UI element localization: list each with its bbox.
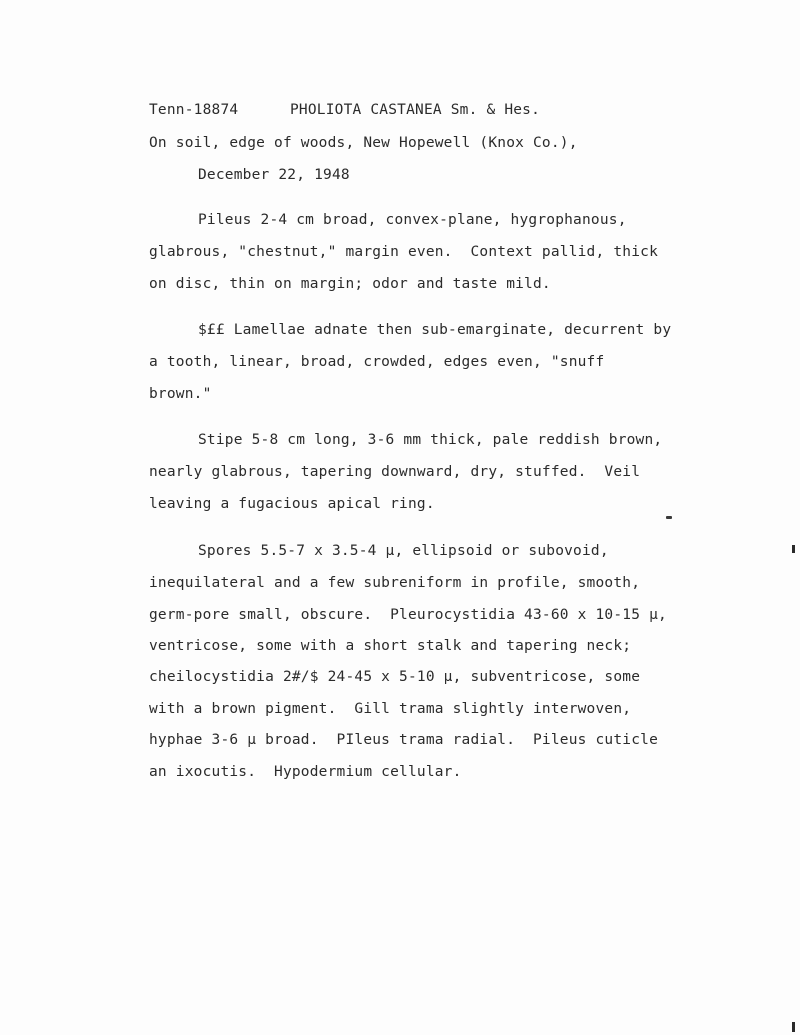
spores-line-2: inequilateral and a few subreniform in profile, smooth, [149,575,641,591]
scan-edge-mark [792,545,795,553]
margin-mark [666,516,672,519]
pileus-line-3: on disc, thin on margin; odor and taste mild. [149,276,551,292]
scan-edge-mark-bottom [792,1022,795,1032]
lamellae-line-3: brown." [149,386,212,402]
stipe-line-3: leaving a fugacious apical ring. [149,496,435,512]
spores-line-6: with a brown pigment. Gill trama slightly interwoven, [149,701,632,717]
spores-line-1: Spores 5.5-7 x 3.5-4 µ, ellipsoid or subovoid, [198,543,609,559]
locality-line: On soil, edge of woods, New Hopewell (Knox Co.), [149,135,578,151]
lamellae-line-2: a tooth, linear, broad, crowded, edges even, "snuff [149,354,605,370]
spores-line-3: germ-pore small, obscure. Pleurocystidia 43-60 x 10-15 µ, [149,607,667,623]
specimen-number: Tenn-18874 [149,102,239,118]
spores-line-7: hyphae 3-6 µ broad. PIleus trama radial. Pileus cuticle [149,732,658,748]
collection-date: December 22, 1948 [198,167,350,183]
stipe-line-1: Stipe 5-8 cm long, 3-6 mm thick, pale reddish brown, [198,432,663,448]
stipe-line-2: nearly glabrous, tapering downward, dry, stuffed. Veil [149,464,641,480]
spores-line-5: cheilocystidia 2#/$ 24-45 x 5-10 µ, subventricose, some [149,669,641,685]
species-name: PHOLIOTA CASTANEA Sm. & Hes. [290,102,541,118]
spores-line-8: an ixocutis. Hypodermium cellular. [149,764,462,780]
pileus-line-1: Pileus 2-4 cm broad, convex-plane, hygrophanous, [198,212,627,228]
spores-line-4: ventricose, some with a short stalk and tapering neck; [149,638,632,654]
pileus-line-2: glabrous, "chestnut," margin even. Context pallid, thick [149,244,658,260]
lamellae-line-1: $££ Lamellae adnate then sub-emarginate, decurrent by [198,322,672,338]
